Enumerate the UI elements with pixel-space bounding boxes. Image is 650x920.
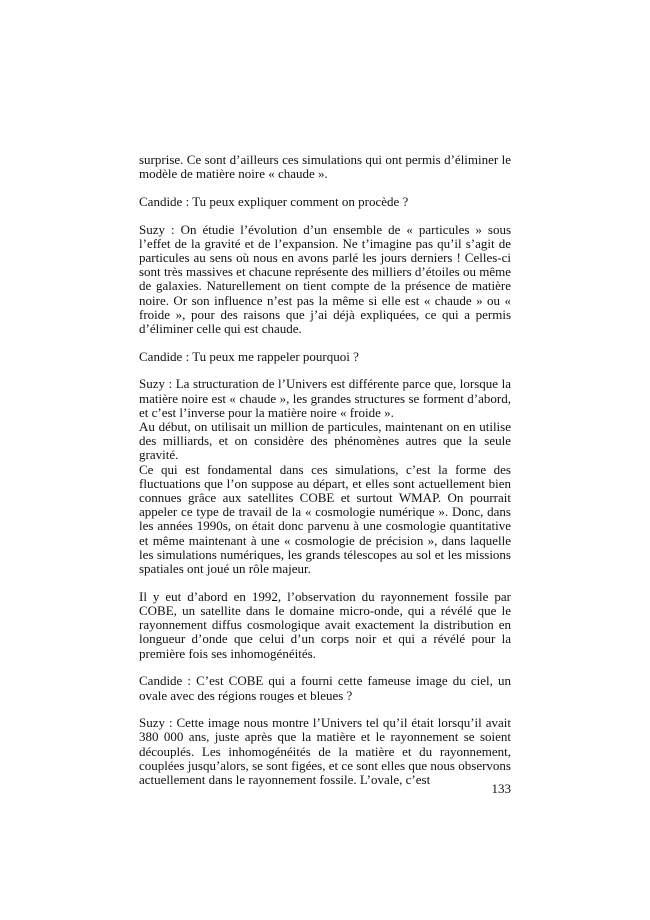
paragraph-candide-question-procedure: Candide : Tu peux expliquer comment on procède ? bbox=[139, 193, 409, 209]
paragraph-candide-question-why: Candide : Tu peux me rappeler pourquoi ? bbox=[139, 348, 359, 364]
paragraph-beginning-particles: Au début, on utilisait un million de particules, maintenant on en utilise des milliards, et on considère des phénomènes autres que la seule gravité. bbox=[139, 419, 511, 463]
paragraph-candide-question-cobe-image: Candide : C’est COBE qui a fourni cette fameuse image du ciel, un ovale avec des régions rouges et bleues ? bbox=[139, 673, 511, 703]
page-number: 133 bbox=[491, 781, 511, 796]
paragraph-suzy-image-universe: Suzy : Cette image nous montre l’Univers tel qu’il était lorsqu’il avait 380 000 ans, juste après que la matière et le rayonnement se soient découplés. Les inhomogénéités de la matière et du rayonnement, couplées jusqu’alors, se sont figées, et ce sont elles que nous observons actuellement dans le rayonnement fossile. L’ovale, c’est bbox=[139, 715, 511, 788]
paragraph-cobe-1992: Il y eut d’abord en 1992, l’observation du rayonnement fossile par COBE, un satellite dans le domaine micro-onde, qui a révélé que le rayonnement diffus cosmologique avait exactement la distribution en longueur d’onde que celui d’un corps noir et qui a révélé pour la première fois ses inhomogénéités. bbox=[139, 588, 511, 661]
paragraph-fundamental-simulations: Ce qui est fondamental dans ces simulations, c’est la forme des fluctuations que l’on suppose au départ, et elles sont actuellement bien connues grâce aux satellites COBE et surtout WMAP. On pourrait appeler ce type de travail de la « cosmologie numérique ». Donc, dans les années 1990s, on était donc parvenu à une cosmologie quantitative et même maintenant à une « cosmologie de précision », dans laquelle les simulations numériques, les grands télescopes au sol et les missions spatiales ont joué un rôle majeur. bbox=[139, 461, 511, 577]
paragraph-suzy-particles: Suzy : On étudie l’évolution d’un ensemble de « particules » sous l’effet de la gravité et de l’expansion. Ne t’imagine pas qu’il s’agit de particules au sens où nous en avons parlé les jours derniers ! Celles-ci sont très massives et chacune représente des milliers d’étoiles ou même de galaxies. Naturellement on tient compte de la présence de matière noire. Or son influence n’est pas la même si elle est « chaude » ou « froide », pour des raisons que j’ai déjà expliquées, ce qui a permis d’éliminer celle qui est chaude. bbox=[139, 221, 511, 337]
paragraph-suzy-structuration: Suzy : La structuration de l’Univers est différente parce que, lorsque la matière noire est « chaude », les grandes structures se forment d’abord, et c’est l’inverse pour la matière noire « froide ». bbox=[139, 376, 511, 420]
page-body bbox=[139, 153, 511, 801]
paragraph-surprise: surprise. Ce sont d’ailleurs ces simulations qui ont permis d’éliminer le modèle de matière noire « chaude ». bbox=[139, 152, 511, 182]
